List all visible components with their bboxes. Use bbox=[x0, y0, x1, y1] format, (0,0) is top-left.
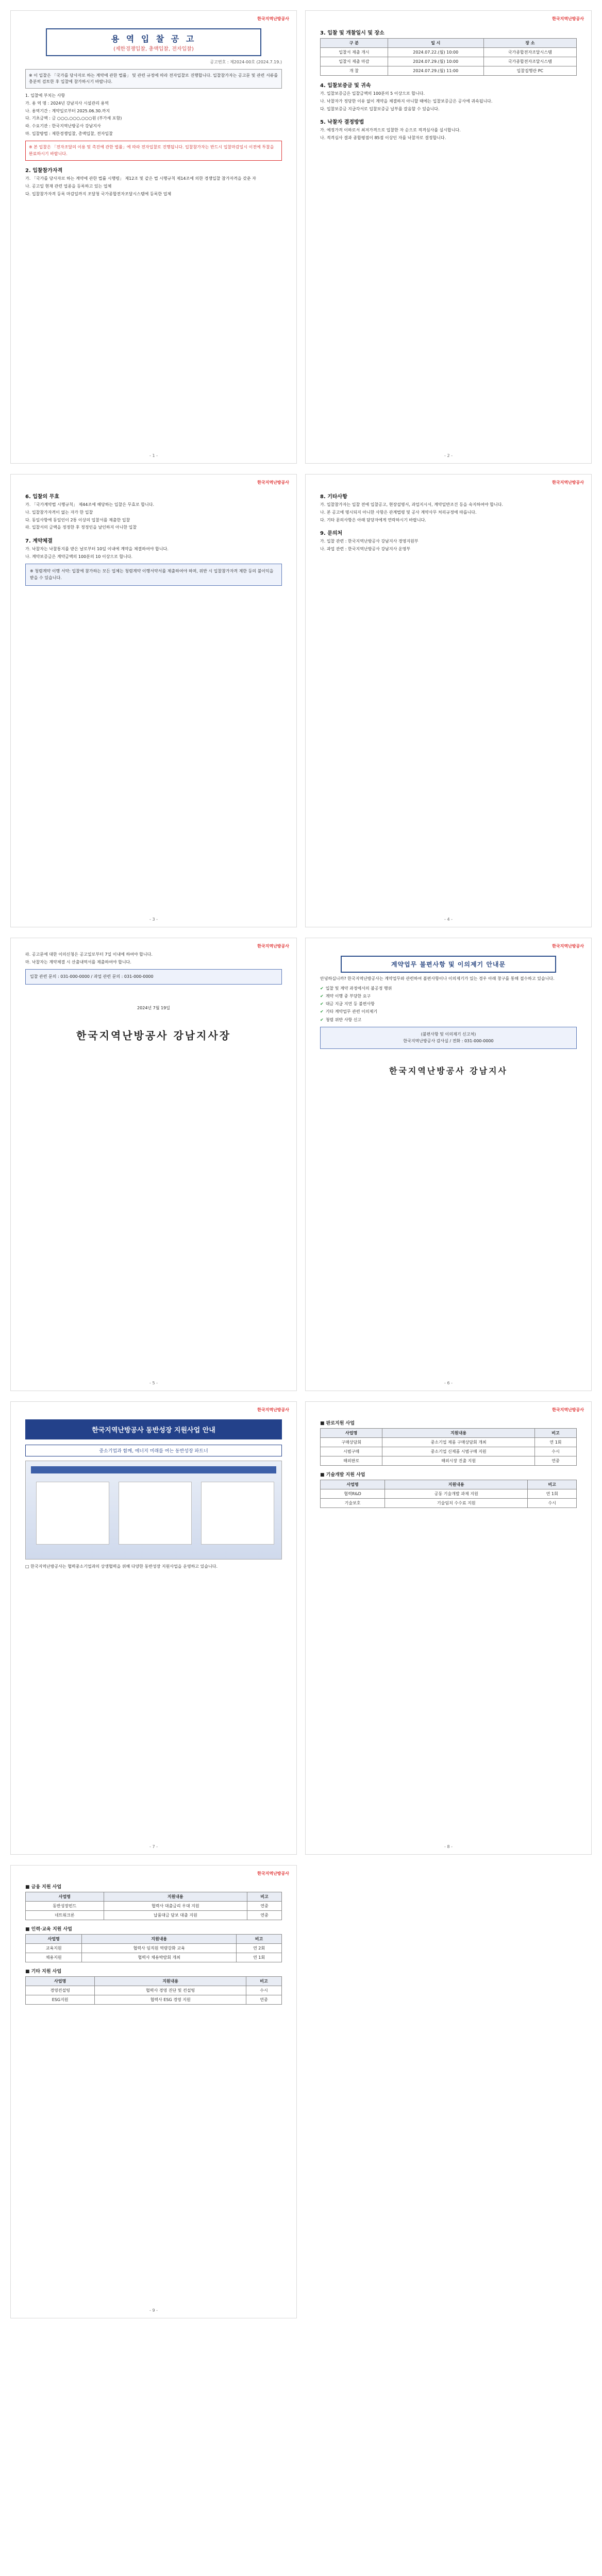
page-4 bbox=[305, 474, 592, 927]
list-item: ✔ 청렴 위반 사항 신고 bbox=[320, 1017, 362, 1022]
page-3 bbox=[10, 474, 297, 927]
section-line: 가. 입찰 관련 : 한국지역난방공사 강남지사 경영지원부 bbox=[320, 539, 419, 544]
page-6 bbox=[305, 938, 592, 1391]
guide-title-box bbox=[341, 956, 556, 973]
company-logo: 한국지역난방공사 bbox=[257, 1408, 289, 1412]
program-table: 사업명 지원내용 비고 경영컨설팅 협력사 경영 진단 및 컨설팅 수시 ESG지원 협력사 ESG 경영 지원 연중 bbox=[25, 1976, 282, 2005]
program-table: 사업명 지원내용 비고 구매상담회 중소기업 제품 구매상담회 개최 연 1회 시범구매 중소기업 신제품 시범구매 지원 수시 해외판로 해외시장 진출 지원 연중 bbox=[320, 1428, 577, 1466]
section-line: 다. 입찰참가자격 등록 마감일까지 조달청 국가종합전자조달시스템에 등록한 업체 bbox=[25, 191, 172, 196]
issuer-name: 한국지역난방공사 강남지사장 bbox=[76, 1029, 231, 1042]
item-line: 1. 입찰에 부치는 사항 bbox=[25, 93, 65, 98]
table-cell: 입찰집행관 PC bbox=[483, 66, 576, 76]
list-item: ✔ 기타 계약업무 관련 이의제기 bbox=[320, 1009, 378, 1014]
section-line: 나. 낙찰자가 정당한 이유 없이 계약을 체결하지 아니할 때에는 입찰보증금은 공사에 귀속됩니다. bbox=[320, 98, 493, 104]
table-row: 기술보호 기술임치 수수료 지원 수시 bbox=[321, 1499, 577, 1508]
section-heading: ■ 인력·교육 지원 사업 bbox=[25, 1927, 72, 1932]
check-icon: ✔ bbox=[320, 1009, 324, 1014]
table-row: 협력R&D 공동 기술개발 과제 지원 연 1회 bbox=[321, 1489, 577, 1499]
item-line: 가. 용 역 명 : 2024년 강남지사 시설관리 용역 bbox=[25, 100, 109, 106]
section-line: 라. 입찰서의 금액을 정정한 후 정정인을 날인하지 아니한 입찰 bbox=[25, 525, 137, 530]
table-row: 시범구매 중소기업 신제품 시범구매 지원 수시 bbox=[321, 1447, 577, 1456]
section-line: 다. 동일사항에 동일인이 2통 이상의 입찰서를 제출한 입찰 bbox=[25, 517, 130, 522]
section-heading: ■ 판로지원 사업 bbox=[320, 1421, 355, 1426]
page-title: 용 역 입 찰 공 고 bbox=[111, 34, 196, 44]
program-table: 사업명 지원내용 비고 동반성장펀드 협력사 대출금리 우대 지원 연중 네트워크론 납품대금 담보 대출 지원 연중 bbox=[25, 1892, 282, 1920]
warning-box: ※ 본 입찰은 「전자조달의 이용 및 촉진에 관한 법률」에 따라 전자입찰로 진행됩니다. 입찰참가자는 반드시 입찰마감일시 이전에 투찰을 완료하시기 바랍니다. bbox=[25, 141, 282, 161]
page-number: - 7 - bbox=[149, 1844, 158, 1849]
page-5 bbox=[10, 938, 297, 1391]
company-logo: 한국지역난방공사 bbox=[552, 16, 584, 21]
section-line: 가. 예정가격 이하로서 최저가격으로 입찰한 자 순으로 적격심사를 실시합니다. bbox=[320, 128, 461, 133]
table-row bbox=[321, 66, 577, 76]
section-heading: ■ 금융 지원 사업 bbox=[25, 1885, 62, 1890]
section-line: 다. 기타 문의사항은 아래 담당자에게 연락하시기 바랍니다. bbox=[320, 517, 426, 522]
section-line: 가. 「국가를 당사자로 하는 계약에 관한 법률 시행령」 제12조 및 같은 법 시행규칙 제14조에 의한 경쟁입찰 참가자격을 갖춘 자 bbox=[25, 176, 256, 181]
notice-number: 공고번호 : 제2024-00호 (2024.7.19.) bbox=[210, 60, 282, 64]
section-line: 가. 입찰보증금은 입찰금액의 100분의 5 이상으로 합니다. bbox=[320, 91, 425, 96]
table-row: 채용지원 협력사 채용박람회 개최 연 1회 bbox=[26, 1953, 282, 1962]
section-line: 다. 입찰보증금 지급각서로 입찰보증금 납부를 갈음할 수 있습니다. bbox=[320, 106, 440, 111]
section-line: 나. 과업 관련 : 한국지역난방공사 강남지사 운영부 bbox=[320, 547, 411, 552]
company-logo: 한국지역난방공사 bbox=[552, 1408, 584, 1412]
company-logo: 한국지역난방공사 bbox=[257, 480, 289, 485]
item-line: 나. 용역기간 : 계약일로부터 2025.06.30.까지 bbox=[25, 108, 110, 113]
section-heading: 7. 계약체결 bbox=[25, 538, 53, 545]
section-line: 나. 공고일 현재 관련 업종을 등록하고 있는 업체 bbox=[25, 184, 112, 189]
item-line: 다. 기초금액 : 금 ○○○,○○○,○○○원 (부가세 포함) bbox=[25, 116, 122, 121]
check-icon: ✔ bbox=[320, 1002, 324, 1007]
check-list bbox=[320, 985, 577, 1024]
table-cell: 입찰서 제출 마감 bbox=[321, 57, 388, 66]
page-number: - 3 - bbox=[149, 917, 158, 922]
table-cell: 2024.07.29.(월) 10:00 bbox=[388, 57, 483, 66]
section-line: 가. 입찰참가자는 입찰 전에 입찰공고, 현장설명서, 과업지시서, 계약일반조건 등을 숙지하여야 합니다. bbox=[320, 502, 503, 507]
company-logo: 한국지역난방공사 bbox=[257, 16, 289, 21]
table-cell: 개 찰 bbox=[321, 66, 388, 76]
page-subtitle: (제한경쟁입찰, 총액입찰, 전자입찰) bbox=[113, 46, 194, 52]
page-2 bbox=[305, 10, 592, 464]
page-number: - 2 - bbox=[444, 453, 453, 458]
section-line: 마. 낙찰자는 계약체결 시 산출내역서를 제출하여야 합니다. bbox=[25, 959, 131, 964]
table-row: 네트워크론 납품대금 담보 대출 지원 연중 bbox=[26, 1911, 282, 1920]
list-item: ✔ 입찰 및 계약 과정에서의 불공정 행위 bbox=[320, 986, 392, 991]
section-heading: 4. 입찰보증금 및 귀속 bbox=[320, 83, 371, 89]
program-intro: □ 한국지역난방공사는 협력중소기업과의 상생협력을 위해 다양한 동반성장 지원사업을 운영하고 있습니다. bbox=[25, 1564, 218, 1569]
section-heading: 9. 문의처 bbox=[320, 531, 343, 537]
table-header: 구 분 bbox=[321, 39, 388, 48]
section-line: 나. 입찰참가자격이 없는 자가 한 입찰 bbox=[25, 510, 93, 515]
section-line: 나. 적격심사 결과 종합평점이 85점 이상인 자를 낙찰자로 결정합니다. bbox=[320, 135, 446, 141]
table-row bbox=[321, 48, 577, 57]
page-number: - 4 - bbox=[444, 917, 453, 922]
table-cell: 국가종합전자조달시스템 bbox=[483, 57, 576, 66]
report-box-title: (불편사항 및 이의제기 신고처) bbox=[421, 1031, 476, 1037]
company-logo: 한국지역난방공사 bbox=[257, 944, 289, 948]
table-row: ESG지원 협력사 ESG 경영 지원 연중 bbox=[26, 1995, 282, 2005]
company-logo: 한국지역난방공사 bbox=[257, 1871, 289, 1876]
page-9 bbox=[10, 1865, 297, 2318]
program-banner: 한국지역난방공사 동반성장 지원사업 안내 bbox=[25, 1419, 282, 1439]
section-line: 나. 본 공고에 명시되지 아니한 사항은 관계법령 및 공사 계약사무 처리규정에 따릅니다. bbox=[320, 510, 477, 515]
notice-date: 2024년 7월 19일 bbox=[137, 1006, 170, 1011]
page-1 bbox=[10, 10, 297, 464]
program-table: 사업명 지원내용 비고 협력R&D 공동 기술개발 과제 지원 연 1회 기술보호 기술임치 수수료 지원 수시 bbox=[320, 1480, 577, 1508]
section-heading: 2. 입찰참가자격 bbox=[25, 168, 63, 174]
section-heading: ■ 기술개발 지원 사업 bbox=[320, 1472, 365, 1478]
guide-intro: 안녕하십니까? 한국지역난방공사는 계약업무와 관련하여 불편사항이나 이의제기가 있는 경우 아래 창구를 통해 접수하고 있습니다. bbox=[320, 976, 555, 981]
item-line: 마. 입찰방법 : 제한경쟁입찰, 총액입찰, 전자입찰 bbox=[25, 131, 113, 136]
section-heading: 5. 낙찰자 결정방법 bbox=[320, 120, 364, 126]
table-header: 일 시 bbox=[388, 39, 483, 48]
section-heading: 8. 기타사항 bbox=[320, 494, 347, 500]
table-row: 구매상담회 중소기업 제품 구매상담회 개최 연 1회 bbox=[321, 1438, 577, 1447]
program-image bbox=[25, 1461, 282, 1560]
table-row bbox=[321, 57, 577, 66]
table-row: 경영컨설팅 협력사 경영 진단 및 컨설팅 수시 bbox=[26, 1986, 282, 1995]
table-cell: 국가종합전자조달시스템 bbox=[483, 48, 576, 57]
check-icon: ✔ bbox=[320, 1017, 324, 1022]
section-line: 가. 「국가계약법 시행규칙」 제44조에 해당하는 입찰은 무효로 합니다. bbox=[25, 502, 154, 507]
list-item: ✔ 계약 이행 중 부당한 요구 bbox=[320, 993, 371, 998]
report-box-line: 한국지역난방공사 감사실 / 전화 : 031-000-0000 bbox=[403, 1038, 494, 1043]
company-logo: 한국지역난방공사 bbox=[552, 480, 584, 485]
page-number: - 5 - bbox=[149, 1381, 158, 1385]
check-icon: ✔ bbox=[320, 993, 324, 998]
table-row: 해외판로 해외시장 진출 지원 연중 bbox=[321, 1456, 577, 1466]
page-8 bbox=[305, 1401, 592, 1855]
table-cell: 2024.07.29.(월) 11:00 bbox=[388, 66, 483, 76]
notice-box: ※ 이 입찰은 「국가를 당사자로 하는 계약에 관한 법률」 및 관련 규정에 따라 전자입찰로 진행합니다. 입찰참가자는 공고문 및 관련 서류를 충분히 검토한 후 입찰에 참가하시기 바랍니다. bbox=[25, 69, 282, 89]
contact-box: 입찰 관련 문의 : 031-000-0000 / 과업 관련 문의 : 031-000-0000 bbox=[25, 969, 282, 985]
table-header: 장 소 bbox=[483, 39, 576, 48]
issuer-name: 한국지역난방공사 강남지사 bbox=[389, 1066, 508, 1076]
page-number: - 1 - bbox=[149, 453, 158, 458]
table-cell: 2024.07.22.(월) 10:00 bbox=[388, 48, 483, 57]
bid-title-box bbox=[46, 28, 261, 56]
section-line: 나. 계약보증금은 계약금액의 100분의 10 이상으로 합니다. bbox=[25, 554, 133, 559]
section-heading: 3. 입찰 및 개찰일시 및 장소 bbox=[320, 30, 384, 36]
page-number: - 6 - bbox=[444, 1381, 453, 1385]
table-cell: 입찰서 제출 개시 bbox=[321, 48, 388, 57]
table-row: 교육지원 협력사 임직원 역량강화 교육 연 2회 bbox=[26, 1944, 282, 1953]
check-icon: ✔ bbox=[320, 986, 324, 991]
integrity-box: ※ 청렴계약 이행 서약: 입찰에 참가하는 모든 업체는 청렴계약 이행서약서를 제출하여야 하며, 위반 시 입찰참가자격 제한 등의 불이익을 받을 수 있습니다. bbox=[25, 564, 282, 586]
table-row: 동반성장펀드 협력사 대출금리 우대 지원 연중 bbox=[26, 1902, 282, 1911]
section-line: 가. 낙찰자는 낙찰통지를 받은 날로부터 10일 이내에 계약을 체결하여야 합니다. bbox=[25, 547, 169, 552]
section-heading: 6. 입찰의 무효 bbox=[25, 494, 60, 500]
schedule-table bbox=[320, 38, 577, 76]
page-number: - 8 - bbox=[444, 1844, 453, 1849]
program-table: 사업명 지원내용 비고 교육지원 협력사 임직원 역량강화 교육 연 2회 채용지원 협력사 채용박람회 개최 연 1회 bbox=[25, 1934, 282, 1962]
list-item: ✔ 대금 지급 지연 등 불편사항 bbox=[320, 1002, 375, 1007]
section-heading: ■ 기타 지원 사업 bbox=[25, 1969, 62, 1974]
guide-title: 계약업무 불편사항 및 이의제기 안내문 bbox=[391, 961, 506, 968]
page-number: - 9 - bbox=[149, 2308, 158, 2313]
item-line: 라. 수요기관 : 한국지역난방공사 강남지사 bbox=[25, 124, 101, 129]
program-subbanner: 중소기업과 함께, 에너지 미래를 여는 동반성장 파트너 bbox=[25, 1445, 282, 1456]
section-line: 라. 공고문에 대한 이의신청은 공고일로부터 7일 이내에 하여야 합니다. bbox=[25, 952, 153, 957]
report-box bbox=[320, 1027, 577, 1049]
page-7 bbox=[10, 1401, 297, 1855]
company-logo: 한국지역난방공사 bbox=[552, 944, 584, 948]
